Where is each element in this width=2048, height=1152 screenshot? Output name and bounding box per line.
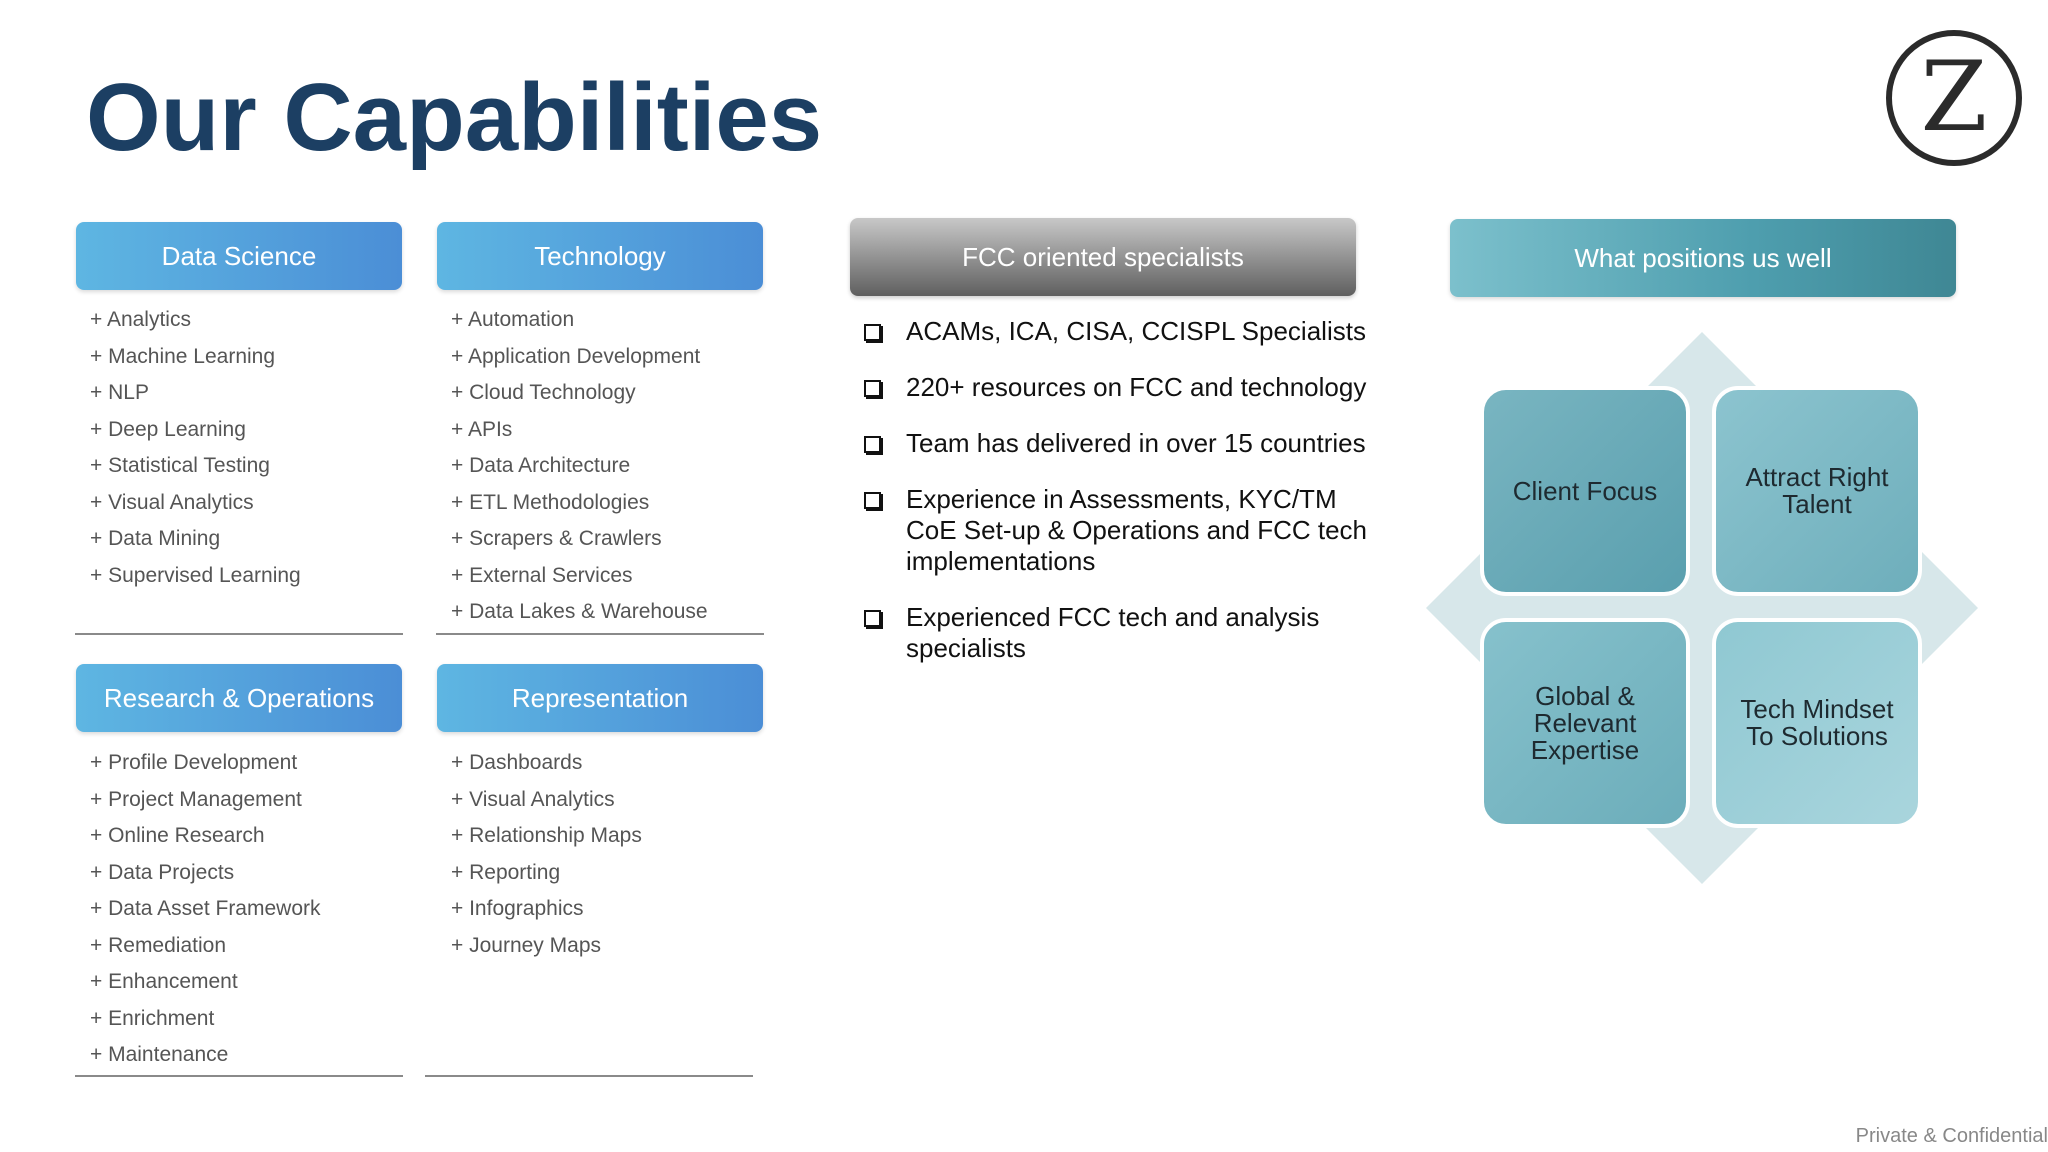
research-operations-divider: [75, 1075, 403, 1077]
list-item: + Machine Learning: [90, 344, 276, 368]
list-item: + Supervised Learning: [90, 563, 301, 587]
list-item: + Enhancement: [90, 970, 238, 993]
fcc-item-text: Experience in Assessments, KYC/TM CoE Set-up & Operations and FCC tech implementations: [906, 484, 1368, 576]
tile-label: Attract Right Talent: [1745, 462, 1889, 519]
list-item: + Data Lakes & Warehouse: [451, 600, 708, 623]
research-operations-list: [90, 745, 321, 1074]
technology-header: [437, 222, 763, 290]
list-item: + Journey Maps: [451, 933, 601, 957]
footer-confidential: Private & Confidential: [1855, 1125, 2048, 1147]
page-title: Our Capabilities: [86, 64, 823, 171]
list-item: + Data Asset Framework: [90, 897, 321, 920]
fcc-item-text: Team has delivered in over 15 countries: [906, 428, 1366, 458]
checkbox-bullet-icon: [864, 324, 881, 341]
tile-attract-right-talent: [1712, 386, 1922, 596]
fcc-item: [862, 484, 1382, 577]
technology-divider: [436, 633, 764, 635]
research-operations-header: [76, 664, 402, 732]
list-item: + Deep Learning: [90, 417, 246, 441]
technology-list: [451, 302, 708, 631]
list-item: + Online Research: [90, 824, 265, 847]
z-circle-logo-icon: [1884, 28, 2024, 168]
list-item: + Enrichment: [90, 1006, 215, 1030]
list-item: + Data Architecture: [451, 454, 631, 477]
fcc-item-text: Experienced FCC tech and analysis specialists: [906, 602, 1320, 663]
list-item: + Statistical Testing: [90, 454, 270, 477]
list-item: + Cloud Technology: [451, 381, 636, 404]
positions-header: [1450, 219, 1956, 297]
research-operations-header-label: Research & Operations: [103, 682, 375, 713]
tile-tech-mindset: [1712, 618, 1922, 828]
list-item: + Relationship Maps: [451, 824, 642, 847]
positions-header-label: What positions us well: [1574, 242, 1832, 273]
fcc-item: [862, 316, 1382, 347]
tile-global-relevant-expertise: [1480, 618, 1690, 828]
fcc-header: [850, 218, 1356, 296]
list-item: + Data Projects: [90, 860, 235, 884]
checkbox-bullet-icon: [864, 492, 881, 509]
fcc-header-label: FCC oriented specialists: [962, 241, 1244, 272]
list-item: + Profile Development: [90, 751, 298, 774]
list-item: + APIs: [451, 417, 513, 441]
list-item: + Maintenance: [90, 1043, 229, 1066]
list-item: + Infographics: [451, 897, 584, 920]
logo-letter: Z: [1920, 41, 1988, 153]
list-item: + Data Mining: [90, 527, 221, 550]
list-item: + Application Development: [451, 344, 701, 368]
list-item: + Visual Analytics: [90, 490, 254, 514]
fcc-item-text: 220+ resources on FCC and technology: [906, 372, 1367, 402]
fcc-item-text: ACAMs, ICA, CISA, CCISPL Specialists: [906, 316, 1366, 346]
list-item: + Scrapers & Crawlers: [451, 527, 662, 550]
tile-label: Global & Relevant Expertise: [1530, 680, 1640, 765]
data-science-divider: [75, 633, 403, 635]
list-item: + Project Management: [90, 787, 302, 811]
data-science-list: [90, 302, 301, 594]
data-science-header-label: Data Science: [161, 240, 317, 271]
data-science-header: [76, 222, 402, 290]
list-item: + Dashboards: [451, 751, 583, 774]
representation-header: [437, 664, 763, 732]
tile-label: Tech Mindset To Solutions: [1740, 694, 1894, 751]
list-item: + Remediation: [90, 933, 226, 957]
tile-label: Client Focus: [1512, 475, 1658, 506]
representation-divider: [425, 1075, 753, 1077]
list-item: + Analytics: [90, 308, 191, 331]
list-item: + NLP: [90, 381, 149, 404]
list-item: + ETL Methodologies: [451, 490, 650, 514]
representation-list: [451, 745, 642, 964]
list-item: + Automation: [451, 308, 575, 331]
fcc-item: [862, 372, 1382, 403]
technology-header-label: Technology: [534, 240, 666, 271]
fcc-item: [862, 602, 1382, 664]
checkbox-bullet-icon: [864, 380, 881, 397]
fcc-list: [862, 316, 1382, 689]
tile-client-focus: [1480, 386, 1690, 596]
list-item: + Visual Analytics: [451, 787, 615, 811]
list-item: + External Services: [451, 563, 633, 587]
fcc-item: [862, 428, 1382, 459]
checkbox-bullet-icon: [864, 436, 881, 453]
representation-header-label: Representation: [511, 682, 689, 713]
list-item: + Reporting: [451, 860, 561, 884]
checkbox-bullet-icon: [864, 610, 881, 627]
